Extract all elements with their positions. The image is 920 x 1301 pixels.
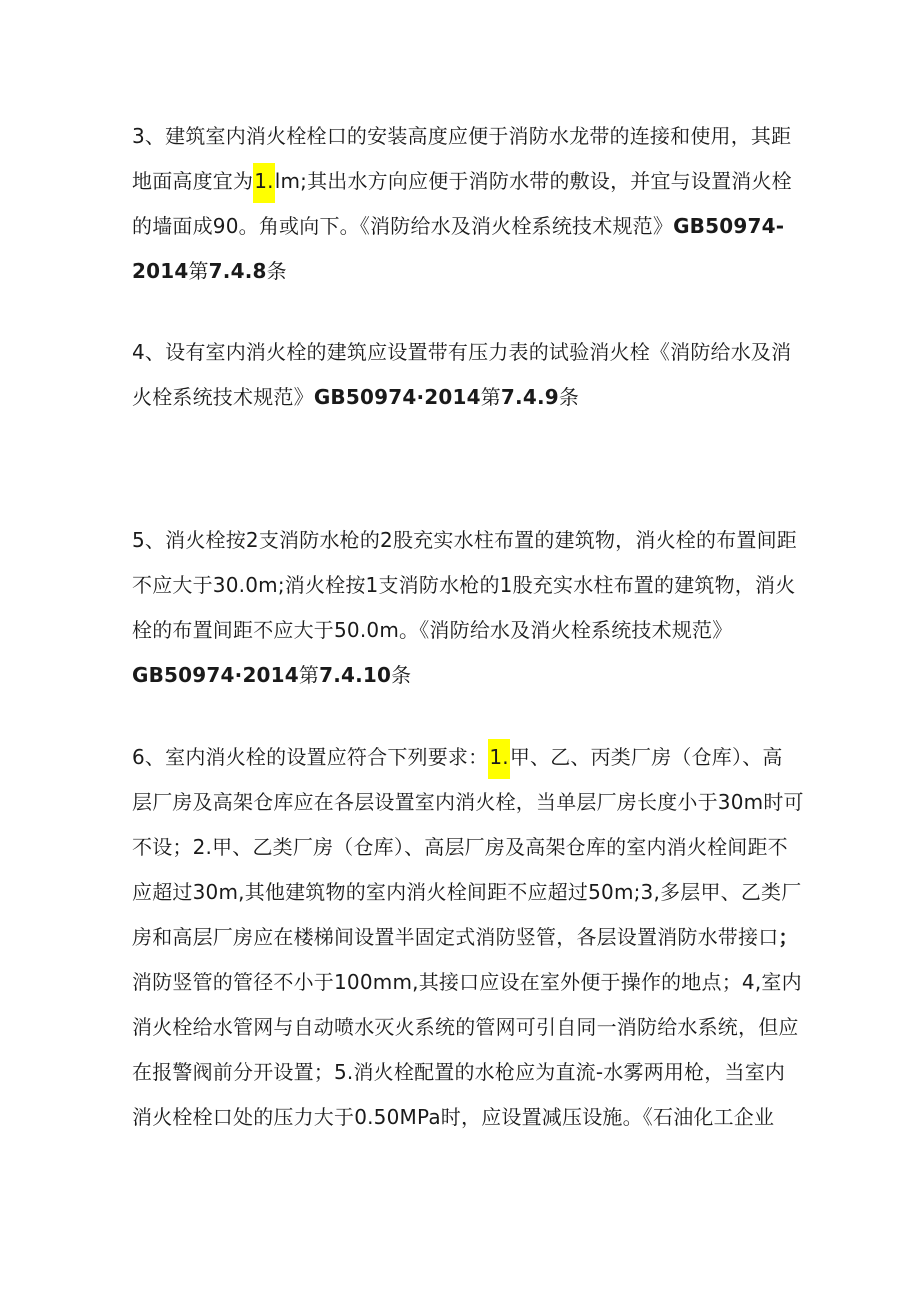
p6-line-1 — [132, 735, 797, 780]
highlight-mark: 1. — [253, 163, 274, 203]
p6-line-8: 在报警阀前分开设置；5.消火栓配置的水枪应为直流-水雾两用枪，当室内 — [132, 1060, 786, 1084]
article-prefix: 第 — [298, 663, 320, 687]
article-suffix: 条 — [558, 385, 580, 409]
article-prefix: 第 — [480, 385, 501, 409]
p5-line-3: 栓的布置间距不应大于50.0m。《消防给水及消火栓系统技术规范》 — [132, 618, 733, 642]
article-prefix: 第 — [188, 259, 209, 283]
p6-line-5 — [132, 915, 797, 960]
article-number: 7.4.9 — [500, 385, 559, 409]
p4-line-2 — [132, 375, 797, 420]
standard-code: GB50974·2014 — [313, 385, 481, 409]
p6-line-5-text: 房和高层厂房应在楼梯间设置半固定式消防竖管，各层设置消防水带接口 — [132, 925, 779, 949]
p4-line-1: 4、设有室内消火栓的建筑应设置带有压力表的试验消火栓《消防给水及消 — [132, 340, 792, 364]
standard-year: 2014 — [132, 259, 189, 283]
p6-line-1-text-b: 甲、乙、丙类厂房（仓库）、高 — [509, 745, 783, 769]
article-suffix: 条 — [266, 259, 287, 283]
p6-line-4: 应超过30m,其他建筑物的室内消火栓间距不应超过50m;3,多层甲、乙类厂 — [132, 880, 802, 904]
p3-line-2 — [132, 159, 797, 204]
standard-code: GB50974- — [673, 214, 785, 238]
article-suffix: 条 — [391, 663, 412, 687]
p6-line-1-text-a: 6、室内消火栓的设置应符合下列要求： — [132, 745, 489, 769]
paragraph-6 — [132, 735, 804, 1140]
p6-line-7: 消火栓给水管网与自动喷水灭火系统的管网可引自同一消防给水系统，但应 — [132, 1015, 799, 1039]
p6-line-3: 不设；2.甲、乙类厂房（仓库）、高层厂房及高架仓库的室内消火栓间距不 — [132, 835, 788, 859]
article-number: 7.4.10 — [319, 663, 392, 687]
p5-line-1: 5、消火栓按2支消防水枪的2股充实水柱布置的建筑物，消火栓的布置间距 — [132, 528, 797, 552]
p6-line-6: 消防竖管的管径不小于100mm,其接口应设在室外便于操作的地点；4,室内 — [132, 970, 802, 994]
p5-line-2: 不应大于30.0m;消火栓按1支消防水枪的1股充实水柱布置的建筑物，消火 — [132, 573, 796, 597]
p3-line-4 — [132, 249, 797, 294]
p3-line-3 — [132, 204, 797, 249]
paragraph-4 — [132, 330, 797, 420]
highlight-mark: 1. — [488, 739, 509, 779]
p3-line-1: 3、建筑室内消火栓栓口的安装高度应便于消防水龙带的连接和使用，其距 — [132, 124, 792, 148]
p3-line-2-text-a: 地面高度宜为 — [132, 169, 254, 193]
bold-semicolon: ； — [778, 925, 799, 949]
p3-line-3-text: 的墙面成90。角或向下。《消防给水及消火栓系统技术规范》 — [132, 214, 674, 238]
p4-line-2-text: 火栓系统技术规范》 — [132, 385, 314, 409]
p6-line-9: 消火栓栓口处的压力大于0.50MPa时，应设置减压设施。《石油化工企业 — [132, 1105, 775, 1129]
p6-line-2: 层厂房及高架仓库应在各层设置室内消火栓，当单层厂房长度小于30m时可 — [132, 790, 804, 814]
p5-line-4 — [132, 653, 797, 698]
standard-code: GB50974·2014 — [132, 663, 299, 687]
paragraph-3 — [132, 114, 797, 294]
paragraph-5 — [132, 518, 797, 698]
article-number: 7.4.8 — [208, 259, 267, 283]
p3-line-2-text-b: lm;其出水方向应便于消防水带的敷设，并宜与设置消火栓 — [274, 169, 792, 193]
